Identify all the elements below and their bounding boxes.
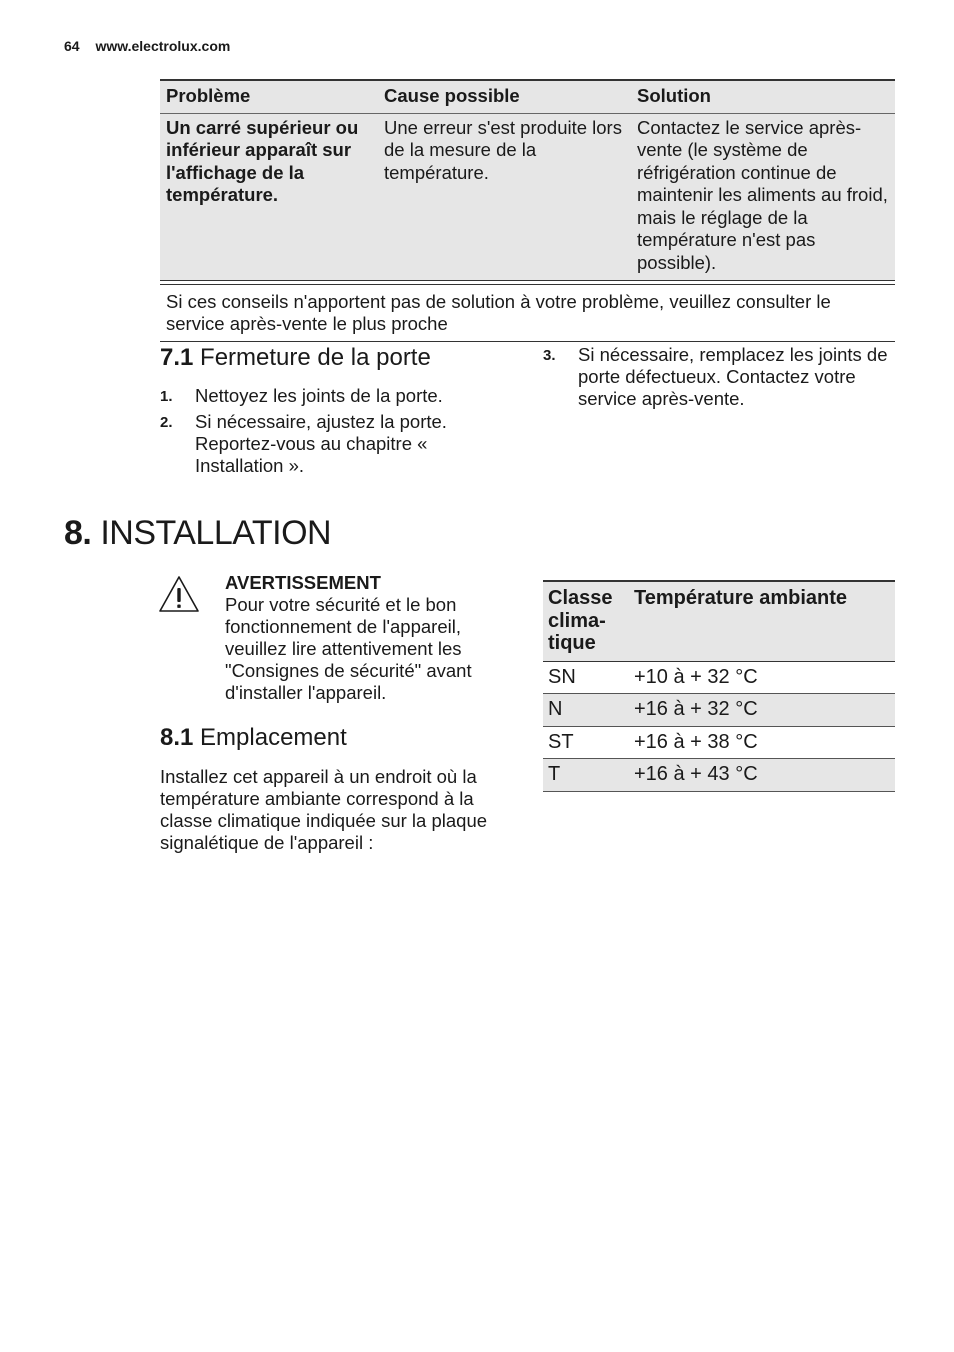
- step-number: 3.: [543, 347, 556, 364]
- table-row: [543, 726, 895, 759]
- section-number: 8.1: [160, 724, 194, 751]
- list-item: [160, 411, 520, 477]
- list-item: [160, 385, 520, 407]
- temperature-cell: +10 à + 32 °C: [629, 661, 895, 694]
- step-text: Nettoyez les joints de la porte.: [195, 385, 443, 406]
- step-text: Si nécessaire, remplacez les joints de porte défectueux. Contactez votre service après-vente.: [578, 344, 888, 409]
- section-title: Fermeture de la porte: [200, 344, 431, 371]
- step-number: 2.: [160, 414, 173, 431]
- climate-class-cell: SN: [543, 661, 629, 694]
- table-header-row: [160, 80, 895, 113]
- table-row: [543, 694, 895, 727]
- column-header-problem: Problème: [160, 80, 378, 113]
- section-number: 7.1: [160, 344, 194, 371]
- temperature-cell: +16 à + 32 °C: [629, 694, 895, 727]
- door-closing-steps-continued: [543, 344, 898, 414]
- cause-cell: Une erreur s'est produite lors de la mesure de la température.: [378, 113, 631, 281]
- climate-class-table: [543, 580, 895, 792]
- warning-triangle-icon: [158, 575, 200, 613]
- step-number: 1.: [160, 388, 173, 405]
- website-url: www.electrolux.com: [95, 38, 231, 54]
- column-header-ambient-temperature: Température ambiante: [629, 581, 895, 661]
- warning-text: Pour votre sécurité et le bon fonctionnement de l'appareil, veuillez lire attentivement les "Consignes de sécurité" avant d'installer l'appareil.: [225, 594, 472, 703]
- location-paragraph: Installez cet appareil à un endroit où la température ambiante correspond à la classe climatique indiquée sur la plaque signalétique de l'appareil :: [160, 766, 488, 853]
- problem-cell: Un carré supérieur ou inférieur apparaît sur l'affichage de la température.: [160, 113, 378, 281]
- climate-class-cell: N: [543, 694, 629, 727]
- list-item: [543, 344, 898, 410]
- table-header-row: [543, 581, 895, 661]
- warning-title: AVERTISSEMENT: [225, 572, 381, 593]
- section-title: Emplacement: [200, 724, 347, 751]
- table-row: [160, 113, 895, 281]
- solution-cell: Contactez le service après-vente (le système de réfrigération continue de maintenir les aliments au froid, mais le réglage de la température n'est pas possible).: [631, 113, 895, 281]
- table-row: [543, 759, 895, 792]
- page-header: [64, 38, 230, 54]
- chapter-title: INSTALLATION: [100, 514, 332, 552]
- temperature-cell: +16 à + 38 °C: [629, 726, 895, 759]
- step-text: Si nécessaire, ajustez la porte. Reportez-vous au chapitre « Installation ».: [195, 411, 447, 476]
- column-header-solution: Solution: [631, 80, 895, 113]
- column-header-cause: Cause possible: [378, 80, 631, 113]
- chapter-8-heading: [64, 514, 331, 553]
- climate-class-cell: T: [543, 759, 629, 792]
- temperature-cell: +16 à + 43 °C: [629, 759, 895, 792]
- page-number: 64: [64, 38, 80, 54]
- troubleshooting-table: [160, 79, 895, 281]
- advice-note: Si ces conseils n'apportent pas de solution à votre problème, veuillez consulter le service après-vente le plus proche: [160, 284, 895, 342]
- climate-class-cell: ST: [543, 726, 629, 759]
- section-8-1-heading: [160, 724, 347, 752]
- chapter-number: 8.: [64, 514, 92, 552]
- table-row: [543, 661, 895, 694]
- column-header-climate-class: Classe clima-tique: [543, 581, 629, 661]
- section-7-1-heading: [160, 344, 431, 372]
- door-closing-steps: [160, 385, 520, 481]
- warning-block: [225, 572, 515, 704]
